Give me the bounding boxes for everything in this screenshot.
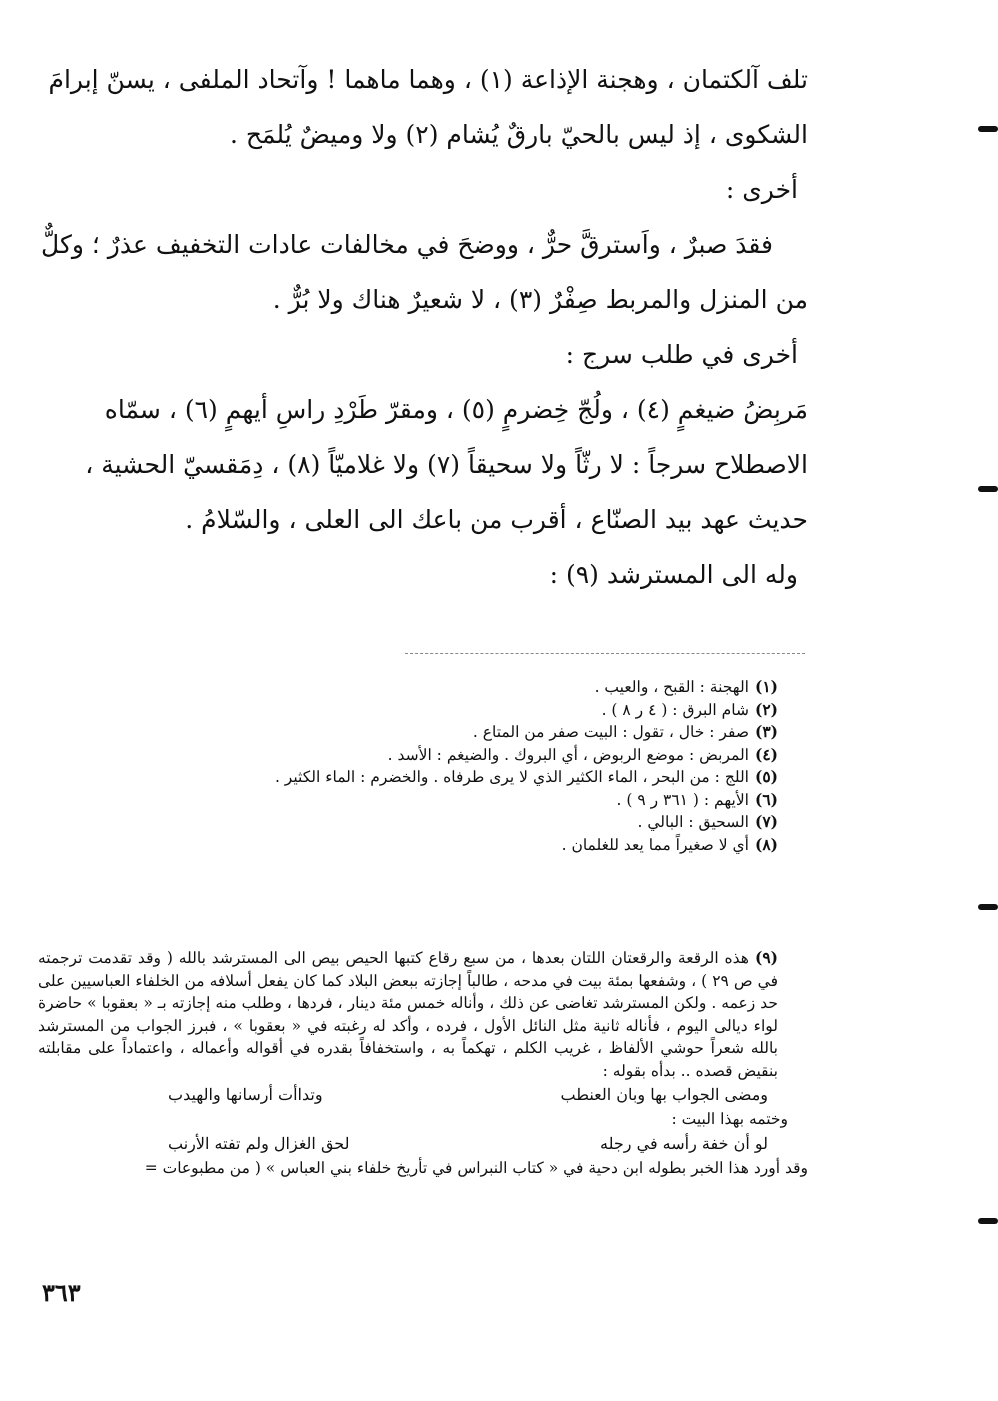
footnote-line: وقد أورد هذا الخبر بطوله ابن دحية في « كتاب النبراس في تأريخ خلفاء بني العباس » ( من مطبوعات = — [144, 1158, 808, 1177]
footnote-text: المربض : موضع الربوض ، أي البروك . والضيغم : الأسد . — [387, 745, 749, 764]
footnote-number: (٢) — [754, 699, 778, 719]
section-heading: أخرى : — [725, 175, 798, 204]
footnote-9-text — [38, 947, 808, 1082]
page-number: ٣٦٣ — [42, 1278, 81, 1307]
main-line: تلف آلكتمان ، وهجنة الإذاعة (١) ، وهما ماهما ! وآتحاد الملفى ، يسنّ إبرامَ — [48, 65, 808, 94]
footnote-separator — [405, 653, 805, 654]
footnote-number: (٤) — [754, 744, 778, 764]
main-line: حديث عهد بيد الصنّاع ، أقرب من باعك الى العلى ، والسّلامُ . — [185, 505, 808, 534]
footnote-number: (٥) — [754, 767, 778, 786]
main-line: مَربِضُ ضيغمٍ (٤) ، ولُجّ خِضرمٍ (٥) ، ومقرّ طَرْدِ راسِ أيهمٍ (٦) ، سمّاه — [104, 395, 808, 424]
footnote-body: هذه الرقعة والرقعتان اللتان بعدها ، من سبع رقاع كتبها الحيص بيص الى المسترشد بالله ( وقد تقدمت ترجمته في ص ٢٩ ) ، وشفعها بمئة بيت في مدحه ، طالباً إجازته ببعض البلاد كما كان يفعل أسلافه من الخلفاء العباسيين على حد زعمه . ولكن المسترشد تغاضى عن ذلك ، وأناله خمس مئة دينار ، فردها ، وطلب منه إجازته بـ « بعقوبا » حاضرة لواء ديالى اليوم ، فأناله ثانية مثل النائل الأول ، فرده ، وأكد له رغبته في « بعقوبا » ، فبرز الجواب من المسترشد بالله شعراً حوشي الألفاظ ، غريب الكلم ، تهكماً به ، واستخفافاً بقدره في أقواله وأعماله ، واعتماداً على مقابلته بنقيض قصده .. بدأه بقوله : — [38, 949, 778, 1080]
main-line: فقدَ صبرٌ ، واَسترقَّ حرٌّ ، ووضحَ في مخالفات عادات التخفيف عذرٌ ؛ وكلٌّ — [41, 230, 773, 259]
margin-mark — [978, 904, 998, 910]
footnote-line: وختمه بهذا البيت : — [671, 1110, 788, 1128]
footnote-number: (٣) — [754, 722, 778, 741]
main-line: الاصطلاح سرجاً : لا رثّاً ولا سحيقاً (٧) ولا غلاميّاً (٨) ، دِمَقسيّ الحشية ، — [85, 450, 808, 479]
main-line: من المنزل والمربط صِفْرٌ (٣) ، لا شعيرٌ هناك ولا بُرٌّ . — [272, 285, 808, 314]
footnote-text: أي لا صغيراً مما يعد للغلمان . — [561, 835, 749, 854]
verse-line — [38, 1131, 808, 1157]
section-heading: وله الى المسترشد (٩) : — [549, 560, 798, 589]
margin-mark — [978, 1218, 998, 1224]
verse-hemistich: لحق الغزال ولم تفته الأرنب — [168, 1133, 350, 1153]
footnote-text: صفر : خال ، تقول : البيت صفر من المتاع . — [472, 723, 749, 741]
footnote — [38, 699, 778, 722]
footnotes — [38, 676, 778, 856]
footnote — [38, 834, 778, 857]
section-heading: أخرى في طلب سرج : — [565, 340, 798, 369]
main-line: الشكوى ، إذ ليس بالحيّ بارقٌ يُشام (٢) ولا وميضٌ يُلمَح . — [229, 120, 808, 149]
verse-line — [38, 1082, 808, 1108]
margin-mark — [978, 126, 998, 132]
verse-hemistich: وتداأت أرسانها والهيدب — [168, 1085, 323, 1104]
footnote-number: (٦) — [754, 789, 778, 809]
footnote-text: الأيهم : ( ٣٦١ ر ٩ ) . — [616, 790, 749, 809]
footnote — [38, 811, 778, 834]
main-text — [38, 52, 808, 602]
footnote-text: السحيق : البالي . — [637, 813, 749, 831]
verse-hemistich: ومضى الجواب بها وبان العنطب — [560, 1085, 768, 1104]
footnote-number: (٧) — [754, 812, 778, 831]
footnote — [38, 721, 778, 744]
footnote-number: (١) — [754, 677, 778, 696]
footnote-text: اللج : من البحر ، الماء الكثير الذي لا يرى طرفاه . والخضرم : الماء الكثير . — [274, 768, 749, 786]
footnote — [38, 789, 778, 812]
footnote-9 — [38, 947, 808, 1179]
footnote — [38, 744, 778, 767]
footnote — [38, 676, 778, 699]
verse-hemistich: لو أن خفة رأسه في رجله — [600, 1133, 768, 1153]
footnote-text: شام البرق : ( ٤ ر ٨ ) . — [601, 700, 749, 719]
footnote-text: الهجنة : القبح ، والعيب . — [594, 678, 749, 696]
footnote — [38, 766, 778, 789]
margin-mark — [978, 486, 998, 492]
footnote-number: (٨) — [754, 834, 778, 854]
footnote-number: (٩) — [754, 948, 778, 967]
